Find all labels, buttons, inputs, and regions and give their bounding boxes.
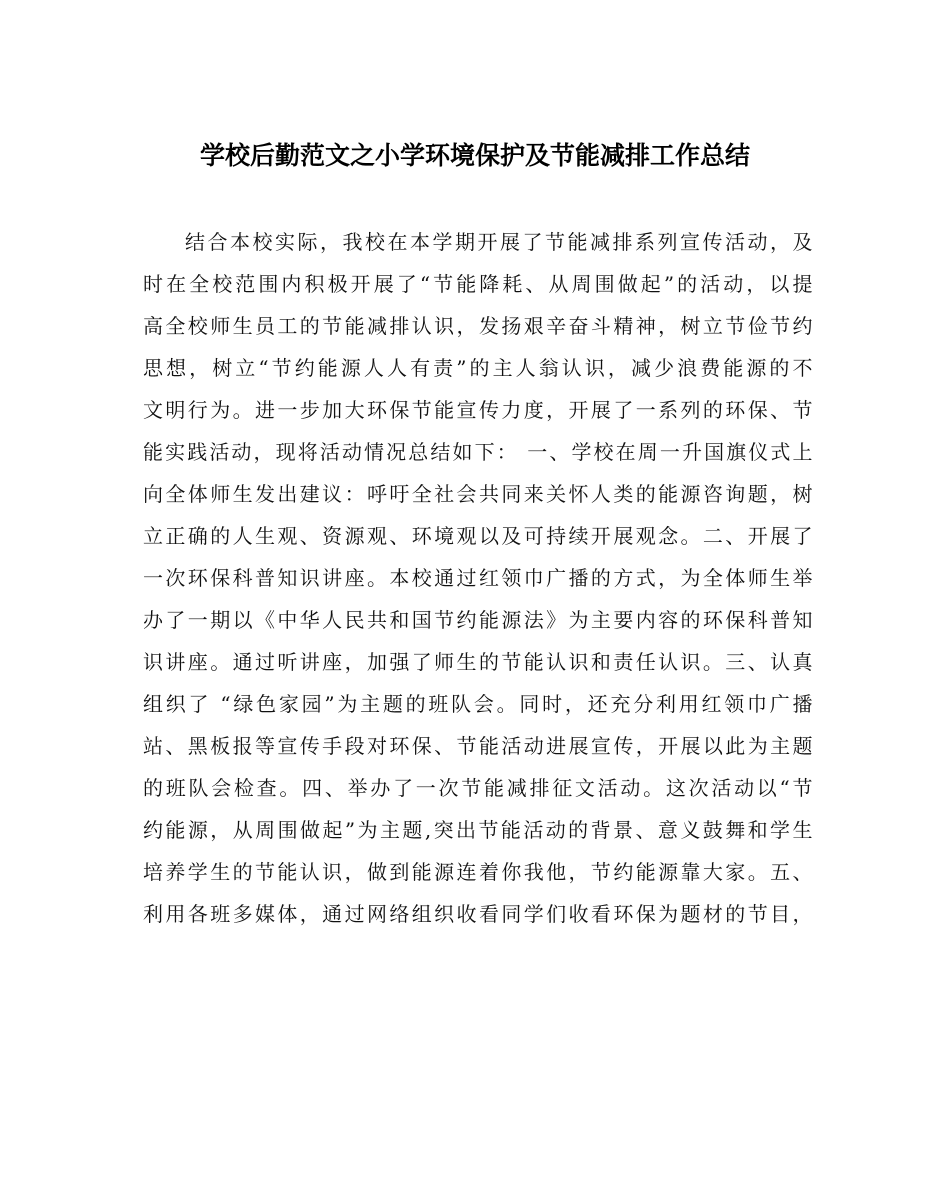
body-line: 时在全校范围内积极开展了“节能降耗、从周围做起”的活动，以提 bbox=[143, 272, 813, 296]
body-line: 办了一期以《中华人民共和国节约能源法》为主要内容的环保科普知 bbox=[143, 608, 813, 632]
document-title: 学校后勤范文之小学环境保护及节能减排工作总结 bbox=[199, 141, 750, 170]
body-line: 识讲座。通过听讲座，加强了师生的节能认识和责任认识。三、认真 bbox=[143, 650, 813, 674]
body-line: 组织了 “绿色家园”为主题的班队会。同时，还充分利用红领巾广播 bbox=[143, 692, 813, 716]
body-line: 能实践活动，现将活动情况总结如下： 一、学校在周一升国旗仪式上 bbox=[143, 440, 813, 464]
body-line: 结合本校实际，我校在本学期开展了节能减排系列宣传活动，及 bbox=[185, 230, 813, 254]
body-line: 约能源，从周围做起”为主题,突出节能活动的背景、意义鼓舞和学生 bbox=[143, 818, 813, 842]
body-line: 思想，树立“节约能源人人有责”的主人翁认识，减少浪费能源的不 bbox=[143, 356, 813, 380]
body-line: 文明行为。进一步加大环保节能宣传力度，开展了一系列的环保、节 bbox=[143, 398, 813, 422]
body-line: 培养学生的节能认识，做到能源连着你我他，节约能源靠大家。五、 bbox=[143, 860, 813, 884]
document-body bbox=[143, 221, 813, 935]
body-line: 的班队会检查。四、举办了一次节能减排征文活动。这次活动以“节 bbox=[143, 776, 813, 800]
body-line: 站、黑板报等宣传手段对环保、节能活动进展宣传，开展以此为主题 bbox=[143, 734, 813, 758]
body-line: 立正确的人生观、资源观、环境观以及可持续开展观念。二、开展了 bbox=[143, 524, 813, 548]
body-line: 向全体师生发出建议：呼吁全社会共同来关怀人类的能源咨询题，树 bbox=[143, 482, 813, 506]
body-line: 高全校师生员工的节能减排认识，发扬艰辛奋斗精神，树立节俭节约 bbox=[143, 314, 813, 338]
body-line: 一次环保科普知识讲座。本校通过红领巾广播的方式，为全体师生举 bbox=[143, 566, 813, 590]
body-line: 利用各班多媒体，通过网络组织收看同学们收看环保为题材的节目， bbox=[143, 902, 813, 926]
